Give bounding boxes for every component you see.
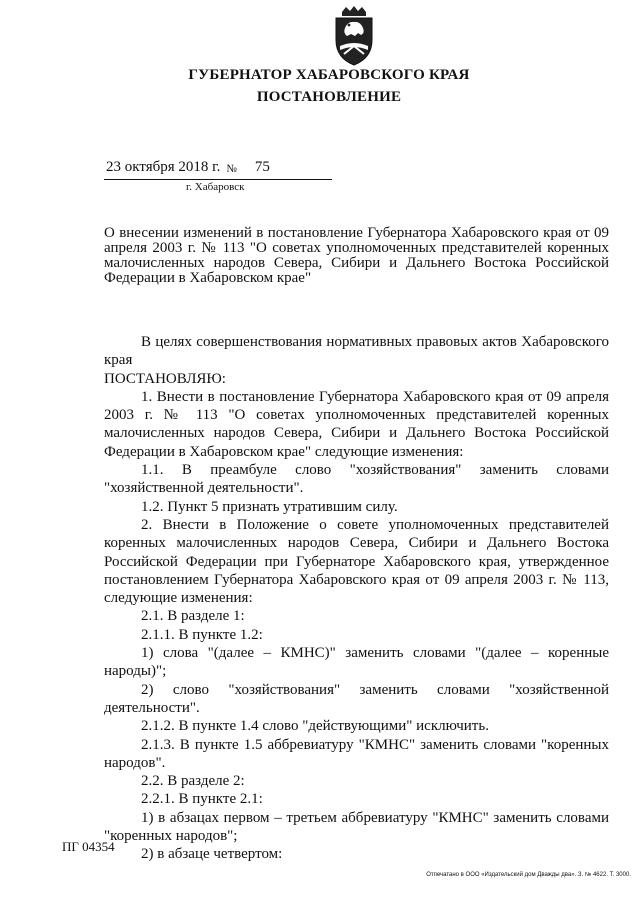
document-date-line [106, 159, 270, 176]
paragraph: 1.1. В преамбуле слово "хозяйствования" заменить словами "хозяйственной деятельности". [104, 462, 609, 497]
paragraph: 1. Внести в постановление Губернатора Хабаровского края от 09 апреля 2003 г. № 113 "О советах уполномоченных представителей коренных малочисленных народов Севера, Сибири и Дальнего Востока Российской Федерации в Хабаровском крае" следующие изменения: [104, 388, 609, 460]
paragraph-resolve: ПОСТАНОВЛЯЮ: [104, 370, 226, 387]
paragraph: В целях совершенствования нормативных правовых актов Хабаровского края [104, 334, 609, 369]
paragraph: 2. Внести в Положение о совете уполномоченных представителей коренных малочисленных народов Севера, Сибири и Дальнего Востока Российской Федерации при Губернаторе Хабаровского края, утвержденное постановлением Губернатора Хабаровского края от 09 апреля 2003 г. № 113, следующие изменения: [104, 516, 609, 607]
paragraph: 1) слова "(далее – КМНС)" заменить словами "(далее – коренные народы)"; [104, 645, 609, 680]
paragraph: 2.1.2. В пункте 1.4 слово "действующими" исключить. [141, 718, 489, 735]
paragraph: 2.1.1. В пункте 1.2: [141, 626, 263, 643]
document-subject: О внесении изменений в постановление Губернатора Хабаровского края от 09 апреля 2003 г. № 113 "О советах уполномоченных представителей коренных малочисленных народов Севера, Сибири и Дальнего Востока Российской Федерации в Хабаровском крае" [104, 225, 609, 286]
document-body [104, 333, 609, 864]
paragraph: 2) в абзаце четвертом: [141, 846, 283, 863]
paragraph: 1) в абзацах первом – третьем аббревиатуру "КМНС" заменить словами "коренных народов"; [104, 809, 609, 845]
form-code: ПГ 04354 [62, 839, 115, 854]
coat-of-arms-icon [328, 6, 380, 66]
authority-title: ГУБЕРНАТОР ХАБАРОВСКОГО КРАЯ [188, 67, 470, 83]
print-note: Отпечатано в ООО «Издательский дом Дважды два». З. № 4622. Т. 3000. [426, 872, 631, 878]
number-sign: № [226, 163, 237, 175]
paragraph: 2.1. В разделе 1: [141, 608, 245, 625]
document-number: 75 [254, 159, 270, 175]
document-date: 23 октября 2018 г. [106, 159, 221, 175]
paragraph: 1.2. Пункт 5 признать утратившим силу. [141, 498, 398, 515]
date-underline [104, 179, 332, 180]
paragraph: 2.1.3. В пункте 1.5 аббревиатуру "КМНС" заменить словами "коренных народов". [104, 736, 609, 771]
paragraph: 2) слово "хозяйствования" заменить словами "хозяйственной деятельности". [104, 681, 609, 716]
document-type-title: ПОСТАНОВЛЕНИЕ [256, 89, 402, 105]
paragraph: 2.2. В разделе 2: [141, 773, 245, 790]
document-city: г. Хабаровск [186, 181, 245, 193]
paragraph: 2.2.1. В пункте 2.1: [141, 791, 263, 808]
